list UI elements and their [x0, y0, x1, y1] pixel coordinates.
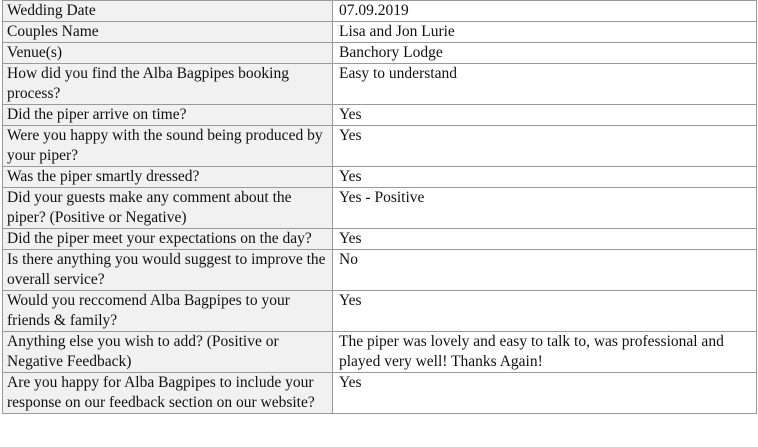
table-row-smartly-dressed	[3, 167, 757, 188]
table-row-guest-comments	[3, 188, 757, 229]
table-row-expectations	[3, 229, 757, 250]
table-row-suggestions	[3, 250, 757, 291]
question-cell: Is there anything you would suggest to improve the overall service?	[3, 250, 333, 291]
table-row-couples-name	[3, 22, 757, 43]
table-row-wedding-date	[3, 1, 757, 22]
answer-cell: Yes	[333, 291, 757, 332]
answer-cell: Banchory Lodge	[333, 43, 757, 64]
table-row-venue	[3, 43, 757, 64]
question-cell: Did the piper arrive on time?	[3, 105, 333, 126]
answer-cell: Yes	[333, 167, 757, 188]
question-cell: Were you happy with the sound being produced by your piper?	[3, 126, 333, 167]
answer-cell: No	[333, 250, 757, 291]
answer-cell: 07.09.2019	[333, 1, 757, 22]
table-row-anything-else	[3, 332, 757, 373]
answer-cell: The piper was lovely and easy to talk to, was professional and played very well! Thanks Again!	[333, 332, 757, 373]
answer-cell: Yes - Positive	[333, 188, 757, 229]
answer-cell: Lisa and Jon Lurie	[333, 22, 757, 43]
table-row-recommend	[3, 291, 757, 332]
table-row-website-permission	[3, 373, 757, 414]
table-row-booking-process	[3, 64, 757, 105]
question-cell: Would you reccomend Alba Bagpipes to your friends & family?	[3, 291, 333, 332]
table-row-sound	[3, 126, 757, 167]
answer-cell: Yes	[333, 229, 757, 250]
feedback-table	[2, 0, 757, 414]
question-cell: How did you find the Alba Bagpipes booking process?	[3, 64, 333, 105]
table-row-arrive-on-time	[3, 105, 757, 126]
question-cell: Did your guests make any comment about the piper? (Positive or Negative)	[3, 188, 333, 229]
question-cell: Did the piper meet your expectations on the day?	[3, 229, 333, 250]
question-cell: Was the piper smartly dressed?	[3, 167, 333, 188]
question-cell: Venue(s)	[3, 43, 333, 64]
question-cell: Anything else you wish to add? (Positive or Negative Feedback)	[3, 332, 333, 373]
answer-cell: Yes	[333, 373, 757, 414]
question-cell: Wedding Date	[3, 1, 333, 22]
answer-cell: Yes	[333, 105, 757, 126]
question-cell: Are you happy for Alba Bagpipes to include your response on our feedback section on our website?	[3, 373, 333, 414]
answer-cell: Easy to understand	[333, 64, 757, 105]
feedback-table-body	[3, 1, 757, 414]
answer-cell: Yes	[333, 126, 757, 167]
question-cell: Couples Name	[3, 22, 333, 43]
